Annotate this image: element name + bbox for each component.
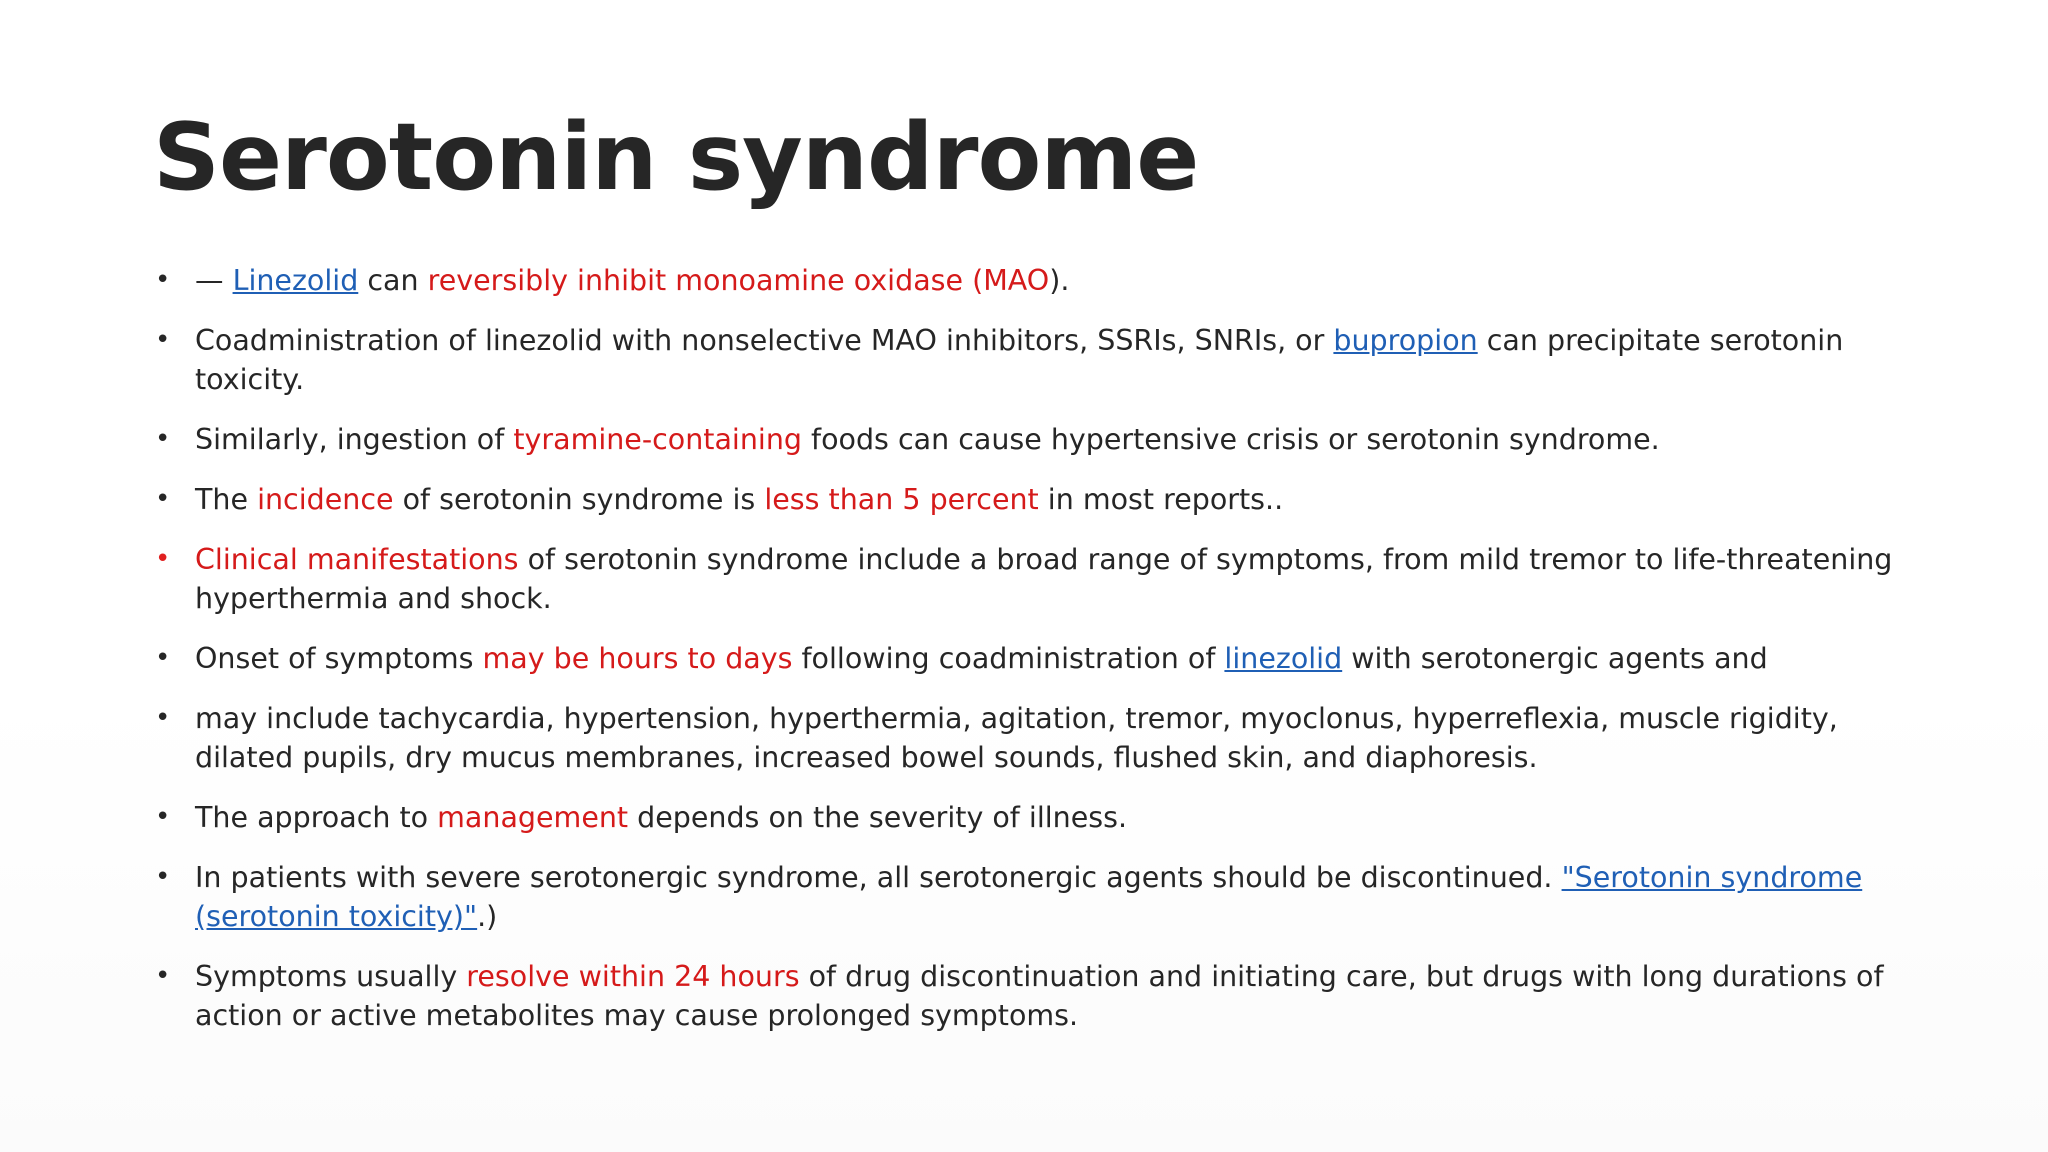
bullet-item <box>155 639 1915 678</box>
bullet-item <box>155 261 1915 300</box>
bullet-item <box>155 957 1915 1035</box>
text-segment: of drug discontinuation and initiating care, but drugs with long durations of action or active metabolites may cause prolonged symptoms. <box>195 960 1884 1032</box>
text-segment: Similarly, ingestion of <box>195 423 514 456</box>
bullet-text <box>195 324 1843 396</box>
text-segment: foods can cause hypertensive crisis or serotonin syndrome. <box>802 423 1660 456</box>
bullet-item <box>155 321 1915 399</box>
highlight-text: resolve within 24 hours <box>466 960 800 993</box>
bullet-item <box>155 420 1915 459</box>
bullet-dot-icon: • <box>155 643 171 673</box>
highlight-text: less than 5 percent <box>764 483 1039 516</box>
highlight-text: tyramine-containing <box>513 423 802 456</box>
text-segment: of serotonin syndrome include a broad range of symptoms, from mild tremor to life-threatening hyperthermia and shock. <box>195 543 1893 615</box>
linezolid-link[interactable]: Linezolid <box>232 264 359 297</box>
bullet-text <box>195 483 1283 516</box>
bullet-text <box>195 801 1127 834</box>
bullet-text <box>195 960 1884 1032</box>
bullet-item <box>155 540 1915 618</box>
highlight-text: Clinical manifestations <box>195 543 519 576</box>
text-segment: can <box>358 264 428 297</box>
text-segment: Coadministration of linezolid with nonselective MAO inhibitors, SSRIs, SNRIs, or <box>195 324 1334 357</box>
bullet-dot-icon: • <box>155 544 171 574</box>
bullet-dot-icon: • <box>155 325 171 355</box>
text-segment: depends on the severity of illness. <box>628 801 1128 834</box>
text-segment: can precipitate serotonin toxicity. <box>195 324 1844 396</box>
serotonin-syndrome-link[interactable]: "Serotonin syndrome (serotonin toxicity)" <box>195 861 1863 933</box>
bullet-list <box>155 261 1915 1056</box>
text-segment: following coadministration of <box>792 642 1225 675</box>
bullet-dot-icon: • <box>155 703 171 733</box>
bullet-dot-icon: • <box>155 862 171 892</box>
text-segment: The <box>195 483 258 516</box>
text-segment: of serotonin syndrome is <box>393 483 765 516</box>
bullet-item <box>155 480 1915 519</box>
bullet-dot-icon: • <box>155 424 171 454</box>
text-segment: The approach to <box>195 801 438 834</box>
text-segment: in most reports.. <box>1038 483 1284 516</box>
bullet-dot-icon: • <box>155 802 171 832</box>
bullet-text <box>195 543 1892 615</box>
bullet-item <box>155 699 1915 777</box>
text-segment: In patients with severe serotonergic syndrome, all serotonergic agents should be discontinued. <box>195 861 1562 894</box>
bullet-text <box>195 423 1660 456</box>
bullet-dot-icon: • <box>155 961 171 991</box>
linezolid-link[interactable]: linezolid <box>1224 642 1343 675</box>
text-segment: — <box>195 264 233 297</box>
bullet-text <box>195 264 1069 297</box>
bullet-text <box>195 861 1862 933</box>
text-segment: may include tachycardia, hypertension, hyperthermia, agitation, tremor, myoclonus, hyperreflexia, muscle rigidity, dilated pupils, dry mucus membranes, increased bowel sounds, flushed skin, and diaphoresis. <box>195 702 1838 774</box>
text-segment: .) <box>477 900 498 933</box>
bullet-item <box>155 858 1915 936</box>
slide-title: Serotonin syndrome <box>153 103 1199 211</box>
bullet-dot-icon: • <box>155 265 171 295</box>
bullet-text <box>195 642 1768 675</box>
bullet-text <box>195 702 1838 774</box>
bullet-dot-icon: • <box>155 484 171 514</box>
bullet-item <box>155 798 1915 837</box>
highlight-text: management <box>437 801 629 834</box>
highlight-text: reversibly inhibit monoamine oxidase (MAO <box>427 264 1050 297</box>
text-segment: with serotonergic agents and <box>1342 642 1768 675</box>
text-segment: Symptoms usually <box>195 960 467 993</box>
bupropion-link[interactable]: bupropion <box>1333 324 1478 357</box>
highlight-text: may be hours to days <box>482 642 793 675</box>
highlight-text: incidence <box>257 483 394 516</box>
text-segment: Onset of symptoms <box>195 642 483 675</box>
text-segment: ). <box>1049 264 1070 297</box>
